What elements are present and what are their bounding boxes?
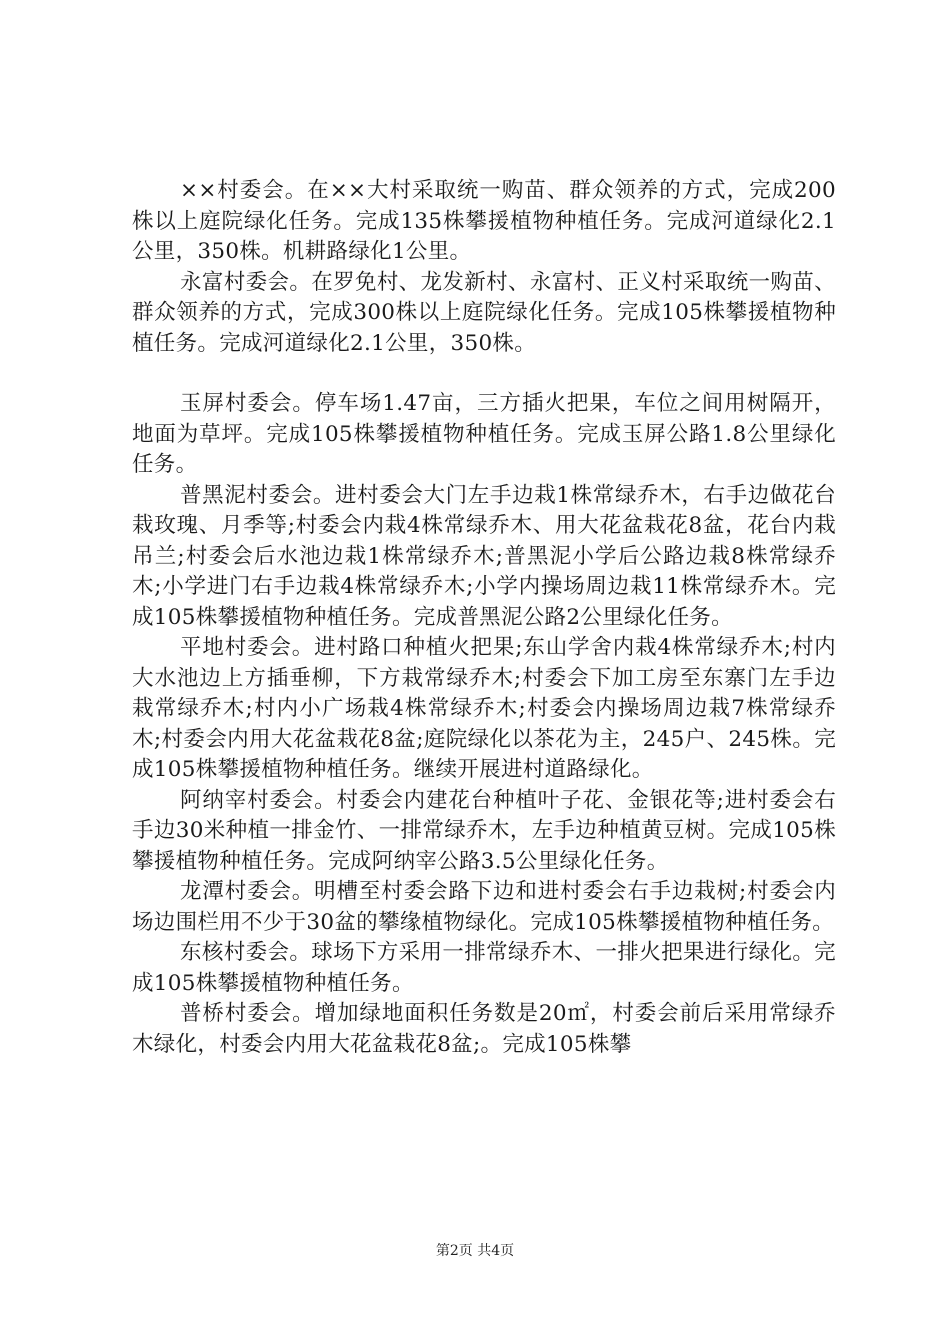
- paragraph-longtan-village: 龙潭村委会。明槽至村委会路下边和进村委会右手边栽树;村委会内场边围栏用不少于30盆的攀缘植物绿化。完成105株攀援植物种植任务。: [132, 879, 836, 935]
- document-body: [132, 176, 836, 1060]
- page-number-footer: 第2页 共4页: [435, 1243, 515, 1259]
- paragraph-xx-village: ××村委会。在××大村采取统一购苗、群众领养的方式，完成200株以上庭院绿化任务。完成135株攀援植物种植任务。完成河道绿化2.1公里，350株。机耕路绿化1公里。: [132, 178, 836, 264]
- paragraph-donghe-village: 东核村委会。球场下方采用一排常绿乔木、一排火把果进行绿化。完成105株攀援植物种植任务。: [132, 940, 836, 996]
- paragraph-pingdi-village: 平地村委会。进村路口种植火把果;东山学舍内栽4株常绿乔木;村内大水池边上方插垂柳，下方栽常绿乔木;村委会下加工房至东寨门左手边栽常绿乔木;村内小广场栽4株常绿乔木;村委会内操场周边栽7株常绿乔木;村委会内用大花盆栽花8盆;庭院绿化以茶花为主，245户、245株。完成105株攀援植物种植任务。继续开展进村道路绿化。: [132, 635, 836, 782]
- paragraph-puheini-village: 普黑泥村委会。进村委会大门左手边栽1株常绿乔木，右手边做花台栽玫瑰、月季等;村委会内栽4株常绿乔木、用大花盆栽花8盆，花台内栽吊兰;村委会后水池边栽1株常绿乔木;普黑泥小学后公路边栽8株常绿乔木;小学进门右手边栽4株常绿乔木;小学内操场周边栽11株常绿乔木。完成105株攀援植物种植任务。完成普黑泥公路2公里绿化任务。: [132, 482, 836, 630]
- paragraph-yuping-village: 玉屏村委会。停车场1.47亩，三方插火把果，车位之间用树隔开，地面为草坪。完成105株攀援植物种植任务。完成玉屏公路1.8公里绿化任务。: [132, 391, 836, 477]
- paragraph-yongfu-village: 永富村委会。在罗免村、龙发新村、永富村、正义村采取统一购苗、群众领养的方式，完成300株以上庭院绿化任务。完成105株攀援植物种植任务。完成河道绿化2.1公里，350株。: [132, 269, 836, 356]
- paragraph-anazai-village: 阿纳宰村委会。村委会内建花台种植叶子花、金银花等;进村委会右手边30米种植一排金竹、一排常绿乔木，左手边种植黄豆树。完成105株攀援植物种植任务。完成阿纳宰公路3.5公里绿化任务。: [132, 787, 836, 874]
- paragraph-puqiao-village: 普桥村委会。增加绿地面积任务数是20㎡，村委会前后采用常绿乔木绿化，村委会内用大花盆栽花8盆;。完成105株攀: [132, 1001, 836, 1057]
